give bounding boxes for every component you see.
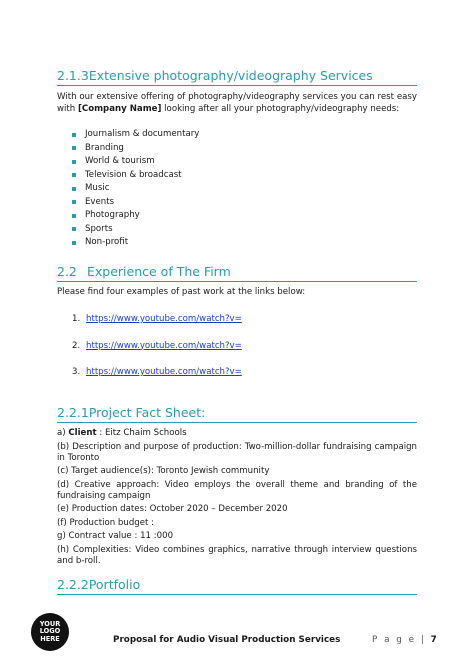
- bullet-text: Television & broadcast: [85, 169, 182, 180]
- square-bullet-icon: [72, 146, 76, 150]
- section-title: Extensive photography/videography Services: [88, 68, 373, 83]
- square-bullet-icon: [72, 227, 76, 231]
- bullet-text: Events: [85, 196, 115, 207]
- bullet-item: [72, 209, 199, 223]
- bullet-item: [72, 223, 199, 237]
- bullet-text: Non-profit: [85, 237, 129, 247]
- youtube-link[interactable]: https://www.youtube.com/watch?v=: [86, 367, 242, 377]
- bullet-item: [72, 155, 199, 169]
- bullet-text: Sports: [85, 223, 113, 234]
- footer-title: Proposal for Audio Visual Production Services: [113, 635, 341, 645]
- logo-line: HERE: [40, 634, 60, 643]
- bullet-item: [72, 182, 199, 196]
- link-item: [72, 341, 242, 368]
- company-name-placeholder: [Company Name]: [77, 103, 162, 114]
- experience-intro: Please find four examples of past work at the links below:: [57, 287, 306, 297]
- fact-production-dates: (e) Production dates: October 2020 – December 2020: [57, 504, 288, 514]
- link-item: [72, 367, 242, 394]
- services-intro: [57, 92, 417, 115]
- bullet-item: [72, 196, 199, 210]
- logo-line: LOGO: [39, 627, 61, 636]
- section-heading-2-2-2: [57, 577, 417, 595]
- past-work-links: [72, 314, 242, 394]
- section-number: 2.2.2: [57, 577, 89, 592]
- fact-description: (b) Description and purpose of production: Two-million-dollar fundraising campaign in Toronto: [57, 441, 417, 463]
- fact-complexities: (h) Complexities: Video combines graphics, narrative through interview questions and b-roll.: [57, 544, 417, 566]
- fact-audience: (c) Target audience(s): Toronto Jewish community: [57, 466, 270, 476]
- services-bullet-list: [72, 128, 199, 250]
- logo-line: YOUR: [39, 620, 61, 629]
- fact-contract-value: g) Contract value : 11 :000: [57, 531, 174, 541]
- client-label: Client: [68, 428, 97, 438]
- square-bullet-icon: [72, 241, 76, 245]
- fact-production-budget: (f) Production budget :: [57, 517, 155, 528]
- fact-client: [57, 428, 417, 439]
- bullet-text: World & tourism: [85, 156, 155, 166]
- youtube-link[interactable]: https://www.youtube.com/watch?v=: [86, 340, 242, 351]
- client-value: : Eitz Chaim Schools: [96, 428, 187, 438]
- bullet-item: [72, 128, 199, 142]
- section-number: 2.1.3: [57, 68, 89, 83]
- page-number: 7: [430, 635, 437, 645]
- link-number: 3.: [72, 367, 81, 377]
- square-bullet-icon: [72, 160, 76, 164]
- section-heading-2-2: [57, 264, 417, 282]
- section-title: Project Fact Sheet:: [88, 405, 206, 420]
- page-label: P a g e |: [372, 635, 426, 645]
- bullet-text: Journalism & documentary: [85, 129, 200, 139]
- bullet-text: Photography: [85, 210, 140, 220]
- square-bullet-icon: [72, 187, 76, 191]
- square-bullet-icon: [72, 200, 76, 204]
- company-logo: [31, 613, 69, 651]
- link-number: 2.: [72, 340, 81, 351]
- fact-prefix: a): [57, 428, 69, 438]
- project-fact-sheet: [57, 428, 417, 569]
- intro-text-end: looking after all your photography/videography needs:: [161, 103, 400, 114]
- intro-text: With our extensive offering of photography/videography services you can rest easy with: [57, 92, 417, 114]
- bullet-item: [72, 142, 199, 156]
- bullet-item: [72, 236, 199, 250]
- section-heading-2-1-3: [57, 68, 417, 86]
- section-heading-2-2-1: [57, 405, 417, 423]
- fact-creative-approach: (d) Creative approach: Video employs the overall theme and branding of the fundraising campaign: [57, 479, 417, 501]
- square-bullet-icon: [72, 133, 76, 137]
- section-number: 2.2.1: [57, 405, 89, 420]
- bullet-text: Branding: [85, 142, 124, 153]
- footer-page-number: [372, 635, 437, 645]
- link-item: [72, 314, 242, 341]
- section-title: Portfolio: [88, 577, 141, 592]
- bullet-text: Music: [85, 183, 110, 193]
- section-title: Experience of The Firm: [87, 264, 231, 279]
- square-bullet-icon: [72, 173, 76, 177]
- square-bullet-icon: [72, 214, 76, 218]
- link-number: 1.: [72, 314, 81, 324]
- youtube-link[interactable]: https://www.youtube.com/watch?v=: [86, 314, 242, 324]
- bullet-item: [72, 169, 199, 183]
- section-number: 2.2: [57, 264, 77, 279]
